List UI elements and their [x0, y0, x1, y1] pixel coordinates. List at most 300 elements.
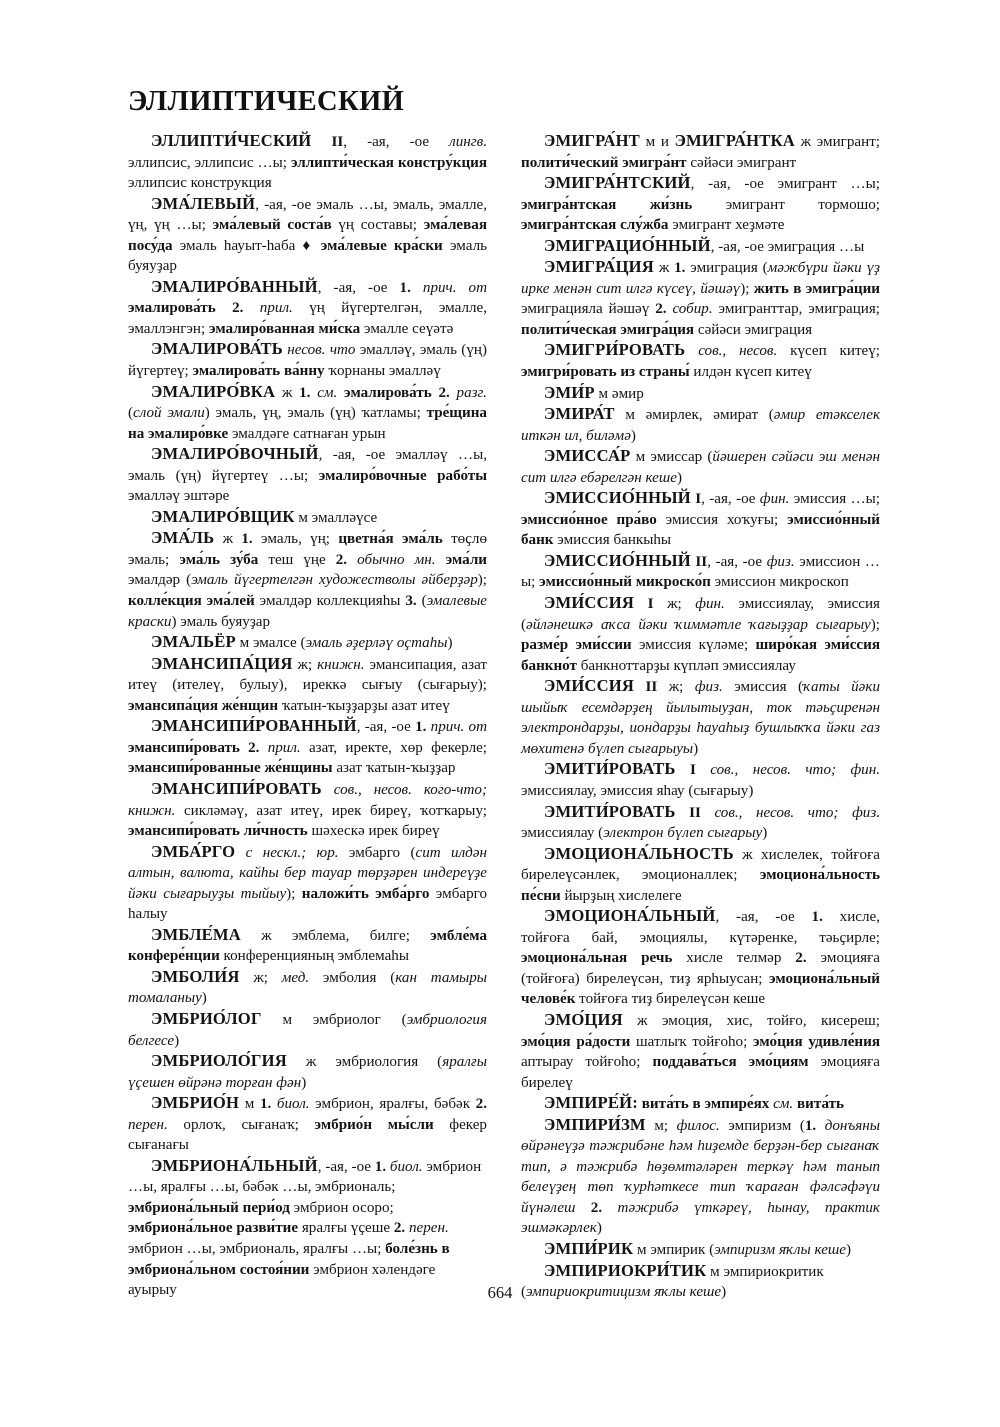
entry-text-run: собир. — [666, 301, 713, 318]
entry-text-run: тойғоға тиҙ бирелеүсән кеше — [575, 991, 766, 1008]
entry-text-run: прич. от — [426, 719, 487, 736]
dictionary-entry — [521, 383, 880, 405]
entry-text-run: эмалирова́ть — [128, 300, 216, 317]
entry-text-run: боле́знь в эмбриона́льном состоя́нии — [128, 1240, 450, 1278]
entry-text-run: эмалиро́ванная ми́ска — [208, 320, 361, 337]
entry-text-run: кан тамыры томаланыу — [128, 969, 488, 1007]
entry-text-run: эмалдәр коллекцияhы — [254, 593, 406, 610]
entry-text-run: ) эмаль буяуҙар — [171, 613, 271, 630]
dictionary-entry — [128, 382, 487, 445]
entry-text-run: әмир етәкселек иткән ил, биләмә — [521, 407, 881, 444]
entry-text-run: ) эмаль, үң, эмаль (үң) ҡатламы; — [204, 405, 427, 422]
entry-text-run: мәжбүри йәки үҙ ирке менән сит илгә күсеү, йәшәү — [521, 260, 880, 297]
entry-homograph-numeral: II — [311, 134, 344, 150]
entry-text-run: эмиссия …ы; — [789, 491, 880, 508]
entry-text-run: ( — [128, 405, 134, 422]
column-container — [128, 131, 880, 1303]
entry-text-run: үң йүгертелгән, эмалле, эмаллэнгэн; — [128, 300, 487, 337]
entry-text-run: эмо́ция удивле́ния — [753, 1033, 880, 1050]
entry-text-run: ); — [870, 616, 880, 633]
entry-text-run: физ. — [694, 679, 723, 696]
entry-headword: ЭМПИ́РИК — [544, 1238, 634, 1258]
entry-text-run: эмаль йүгертелгән художестволы әйберҙәр — [191, 572, 478, 589]
entry-headword: ЭМПИРИ́ЗМ — [544, 1114, 646, 1134]
entry-text-run: эмиссия банкыhы — [553, 532, 672, 549]
entry-text-run: 1. — [674, 260, 686, 277]
entry-text-run: м; — [645, 1117, 677, 1134]
entry-text-run: ЭМИГРА́НТКА — [674, 131, 795, 150]
entry-text-run: эмоциона́льность пе́сни — [521, 867, 880, 904]
entry-text-run: ҡорнаны эмалләү — [324, 363, 441, 380]
entry-text-run: см. — [769, 1096, 794, 1113]
entry-text-run: 2. — [215, 300, 244, 317]
entry-text-run: вита́ть — [793, 1096, 844, 1113]
entry-text-run: эмбрион, яралғы, бәбәк — [309, 1096, 476, 1113]
entry-text-run: эмалевые краски — [128, 593, 487, 630]
dictionary-entry — [521, 257, 880, 340]
entry-headword: ЭМА́ЛЬ — [151, 528, 215, 548]
entry-text-run: сикләмәү, азат итеү, ирек биреү, ҡотҡарыу; — [175, 802, 487, 819]
entry-headword: ЭМИССА́Р — [544, 446, 631, 466]
entry-text-run: ж; — [653, 596, 696, 613]
entry-text-run: ) — [762, 825, 768, 842]
dictionary-entry — [128, 444, 487, 507]
dictionary-entry — [521, 676, 880, 759]
entry-text-run: цветна́я эма́ль — [338, 531, 443, 548]
entry-text-run: ж; — [239, 969, 282, 986]
entry-headword: ЭЛЛИПТИ́ЧЕСКИЙ — [151, 131, 312, 150]
dictionary-entry — [128, 632, 487, 654]
entry-text-run: ) — [174, 1032, 180, 1049]
entry-text-run: тре́щина на эмалиро́вке — [128, 405, 487, 442]
entry-text-run: эма́левая посу́да — [128, 217, 487, 254]
entry-text-run: 1. — [241, 531, 253, 548]
entry-text-run: банкноттарҙы күпләп эмиссиялау — [576, 657, 796, 674]
entry-text-run: слой эмали — [133, 405, 205, 422]
entry-text-run: эмигрант хеҙмәте — [668, 217, 785, 234]
entry-text-run: м эмалсе ( — [235, 635, 306, 652]
entry-text-run: сәйәси эмигрант — [686, 154, 797, 171]
entry-text-run: 2. — [795, 950, 807, 967]
entry-text-run: физ. — [852, 804, 880, 821]
entry-text-run: ж эмигрант; — [794, 134, 880, 150]
entry-text-run: эмалдәге сатнаған урын — [228, 425, 386, 442]
entry-text-run: эмбрион хәлендәге ауырыу — [128, 1261, 436, 1299]
entry-text-run: эмбриология белгесе — [128, 1011, 487, 1049]
entry-text-run: эма́ли — [435, 551, 487, 568]
entry-text-run: прич. от — [410, 279, 487, 296]
running-head: ЭЛЛИПТИЧЕСКИЙ — [128, 86, 405, 117]
entry-text-run: эмпиризм ( — [719, 1117, 805, 1134]
dictionary-entry — [128, 1093, 487, 1156]
entry-headword: ЭМИ́ССИЯ — [544, 676, 635, 696]
entry-headword: ЭМИРА́Т — [544, 404, 615, 424]
entry-text-run: эмиссия хоҡуғы; — [656, 511, 788, 528]
entry-text-run: ); — [477, 572, 488, 589]
entry-headword: ЭМАНСИПИ́РОВАННЫЙ — [151, 716, 357, 736]
entry-text-run: фин. — [850, 762, 880, 779]
entry-text-run: яралғы үҫешен өйрәнә торған фән — [128, 1054, 487, 1091]
entry-text-run: эма́ль зу́ба — [179, 551, 259, 568]
entry-text-run: эмбарго hалыу — [128, 885, 487, 923]
dictionary-entry — [521, 446, 880, 488]
entry-headword: ЭМИГРА́НТ — [544, 131, 640, 150]
entry-headword: ЭМИГРАЦИО́ННЫЙ — [544, 235, 711, 255]
entry-text-run: сов., несов. — [685, 343, 778, 360]
entry-text-run: ( — [416, 593, 427, 610]
dictionary-entry — [128, 1156, 487, 1301]
entry-headword: ЭМПИРИОКРИ́ТИК — [544, 1260, 707, 1280]
entry-headword: ЭМАНСИПА́ЦИЯ — [151, 653, 293, 673]
entry-headword: ЭМОЦИОНА́ЛЬНОСТЬ — [544, 843, 734, 863]
entry-text-run: м эмалләүсе — [294, 509, 378, 526]
text-column-left — [128, 131, 487, 1303]
entry-text-run: ) — [693, 740, 699, 757]
entry-text-run: эмиссиялау, эмиссия яhау (сығарыу) — [521, 782, 754, 799]
entry-headword: ЭМА́ЛЕВЫЙ — [151, 193, 256, 213]
entry-text-run: эмиграция ( — [685, 260, 768, 277]
entry-text-run: ) — [721, 1284, 727, 1301]
entry-text-run: ж; — [292, 656, 318, 673]
entry-text-run: эмбриона́льное разви́тие — [128, 1220, 299, 1237]
dictionary-entry — [521, 173, 880, 236]
entry-text-run: ) — [447, 635, 453, 652]
entry-homograph-numeral: II — [634, 679, 658, 696]
entry-text-run: см. — [310, 384, 338, 401]
entry-homograph-numeral: I — [690, 491, 702, 508]
entry-text-run: несов. что — [282, 342, 356, 359]
entry-text-run: хисле телмәр — [672, 950, 796, 967]
entry-text-run: наложи́ть эмба́рго — [301, 885, 430, 902]
entry-text-run: эмбрион …ы, яралғы …ы, бәбәк …ы, эмбриональ; — [128, 1158, 482, 1196]
entry-text-run: поддава́ться эмо́циям — [652, 1054, 809, 1071]
entry-text-run: филос. — [676, 1117, 720, 1134]
entry-text-run: эмбрион …ы, эмбриональ, яралғы …ы; — [128, 1240, 386, 1257]
entry-text-run: фекер сығанағы — [128, 1116, 487, 1154]
entry-text-run: ж — [275, 384, 300, 401]
entry-text-run: с нескл.; — [235, 844, 307, 861]
entry-text-run: ҡаты йәки шыйыҡ есемдәрҙең йылытыуҙан, ток тәьҫиренән электрондарҙы, иондарҙы hауаhыҙ бушлыҡҡа йәки газ мөхитенә бүлеп сығарыуы — [521, 679, 880, 757]
entry-text-run: эллипти́ческая констру́кция — [291, 154, 487, 171]
entry-text-run: эмигри́ровать из страны́ — [521, 364, 690, 381]
entry-text-run: эмалирова́ть — [337, 384, 432, 401]
entry-text-run: ж хислелек, тойғоға бирелеүсәнлек, эмоционаллек; — [521, 846, 880, 884]
entry-text-run: эмаль, үң; — [252, 531, 339, 548]
entry-text-run: , -ая, -ое — [715, 909, 812, 926]
entry-text-run: сит илдән алтын, валюта, кайhы бер тауар төрҙәрен индереүҙе йәки сығарыуҙы тыйыу — [128, 844, 487, 902]
entry-headword: ЭМБРИОНА́ЛЬНЫЙ — [151, 1155, 318, 1175]
entry-text-run: эмаль әҙерләү оҫтаhы — [305, 635, 448, 652]
dictionary-entry — [128, 507, 487, 529]
entry-text-run: м әмир — [594, 385, 644, 402]
text-column-right — [521, 131, 880, 1303]
entry-text-run: , -ая, -ое — [317, 279, 400, 296]
entry-text-run: 1. — [299, 384, 311, 401]
entry-text-run: йәшерен сәйәси эш менән сит илгә ебәрелгән кеше — [521, 449, 880, 486]
dictionary-entry — [128, 131, 487, 194]
entry-text-run: , -ая, -ое эмигрант …ы; — [690, 176, 880, 193]
entry-text-run: төҫлө эмаль; — [128, 531, 487, 568]
entry-headword: ЭМАЛИРО́ВЩИК — [151, 506, 295, 526]
entry-headword: ЭМАЛИРО́ВАННЫЙ — [151, 276, 318, 296]
entry-text-run: конференцияның эмблемаhы — [219, 948, 409, 965]
dictionary-entry — [521, 551, 880, 593]
entry-headword: ЭМИССИО́ННЫЙ — [544, 550, 691, 570]
entry-text-run: полити́ческая эмигра́ция — [521, 321, 695, 338]
entry-text-run: эмалле сеүәтә — [360, 320, 454, 337]
entry-headword: ЭМИ́ССИЯ — [544, 593, 635, 613]
entry-headword: ЭМБЛЕ́МА — [151, 924, 241, 944]
entry-text-run: эмиссия күләме; — [631, 637, 756, 654]
entry-text-run: эмаль буяуҙар — [128, 237, 487, 275]
dictionary-entry — [128, 277, 487, 340]
entry-text-run — [836, 762, 850, 778]
entry-text-run: 2. — [431, 384, 450, 401]
dictionary-entry — [128, 528, 487, 632]
entry-headword: ЭМИГРА́ЦИЯ — [544, 257, 654, 277]
entry-text-run: фин. — [759, 491, 790, 508]
entry-text-run: прил. — [259, 739, 301, 756]
entry-text-run: м эмпирик ( — [633, 1241, 715, 1258]
entry-text-run: эмансипи́рованные же́нщины — [128, 760, 333, 777]
entry-text-run: широ́кая эми́ссия банкно́т — [521, 637, 880, 674]
entry-text-run: , -ая, -ое эмаль …ы, эмаль, эмалле, үң, үң …ы; — [128, 196, 487, 234]
dictionary-entry — [521, 1239, 880, 1261]
entry-headword: ЭМИТИ́РОВАТЬ — [544, 801, 676, 821]
entry-text-run: физ. — [766, 553, 795, 570]
entry-text-run: теш үңе — [258, 551, 336, 568]
entry-text-run: эмоцияға (тойғоға) бирелеүсән, тиҙ ярhыусан; — [521, 950, 880, 987]
dictionary-entry — [128, 842, 487, 925]
dictionary-entry — [521, 593, 880, 676]
dictionary-entry — [521, 1093, 880, 1115]
entry-text-run: эмигрант тормошо; — [692, 196, 881, 213]
entry-text-run: , -ая, -ое — [707, 553, 767, 570]
entry-text-run: мед. — [281, 969, 310, 986]
entry-text-run: сов., несов. что; — [700, 804, 839, 821]
entry-headword: ЭМИССИО́ННЫЙ — [544, 488, 691, 508]
dictionary-entry — [128, 716, 487, 779]
entry-text-run: ҡатын-ҡыҙҙарҙы азат итеү — [278, 697, 450, 714]
entry-text-run: 1. — [811, 909, 823, 926]
dictionary-entry — [128, 654, 487, 717]
dictionary-entry — [128, 925, 487, 967]
dictionary-entry — [128, 1051, 487, 1093]
entry-headword: ЭМАЛИРО́ВКА — [151, 381, 276, 401]
entry-headword: ЭМОЦИОНА́ЛЬНЫЙ — [544, 906, 716, 926]
entry-text-run: 1. — [399, 279, 411, 296]
entry-text-run: шәхескә ирек биреү — [307, 823, 440, 840]
entry-text-run: эмиссиялау ( — [521, 825, 604, 842]
entry-text-run: эмоциона́льная речь — [521, 950, 673, 967]
entry-text-run: эмиссия ( — [722, 679, 804, 696]
entry-text-run: 2. — [590, 1199, 603, 1216]
entry-homograph-numeral: II — [675, 804, 701, 821]
entry-text-run: 1. — [804, 1117, 817, 1134]
entry-headword: ЭМИГРА́НТСКИЙ — [544, 173, 691, 193]
entry-text-run: книжн. — [317, 656, 365, 673]
entry-text-run: илдән күсеп китеү — [689, 364, 812, 381]
entry-text-run: эмиссио́нный банк — [521, 511, 880, 549]
entry-text-run: ж; — [657, 679, 695, 696]
entry-text-run: обычно мн. — [347, 551, 436, 568]
entry-text-run: фин. — [695, 596, 725, 613]
entry-text-run: прил. — [243, 300, 293, 317]
entry-text-run: м и — [639, 134, 675, 150]
dictionary-entry — [521, 340, 880, 382]
dictionary-entry — [521, 1115, 880, 1239]
dictionary-entry — [521, 131, 880, 173]
entry-text-run: эмигра́нтская жи́знь — [521, 196, 693, 213]
entry-text-run: аптырау тойғоhо; — [521, 1054, 653, 1071]
entry-text-run: колле́кция эма́лей — [128, 593, 255, 610]
entry-text-run: , -ая, -ое — [701, 491, 760, 508]
entry-text-run: эмансипа́ция же́нщин — [128, 697, 279, 714]
entry-headword: ЭМАЛИРОВА́ТЬ — [151, 339, 283, 359]
entry-text-run: ж эмоция, хис, тойғо, кисереш; — [622, 1012, 880, 1029]
entry-text-run: 2. — [239, 739, 260, 756]
entry-text-run: 1. — [374, 1158, 387, 1175]
entry-text-run: азат, иректе, хөр фекерле; — [300, 739, 487, 756]
entry-text-run: биол. — [386, 1158, 423, 1175]
entry-text-run: эмалдәр ( — [128, 572, 192, 589]
entry-text-run: сов., несов. что; — [695, 762, 837, 779]
entry-text-run: 1. — [415, 719, 427, 736]
entry-text-run: хисле, тойғоға бай, эмоциялы, күтәренке, тәьҫирле; — [521, 909, 880, 946]
entry-text-run: яралғы үҫеше — [298, 1220, 394, 1237]
entry-text-run: полити́ческий эмигра́нт — [521, 154, 687, 171]
entry-text-run: шатлыҡ тойғоhо; — [630, 1033, 754, 1050]
entry-text-run: эмалирова́ть ва́нну — [192, 363, 325, 380]
entry-homograph-numeral: II — [690, 553, 708, 570]
entry-text-run: эмансипи́ровать ли́чность — [128, 823, 308, 840]
entry-text-run: жить в эмигра́ции — [753, 280, 880, 297]
entry-text-run: эмоцияға бирелеү — [521, 1054, 881, 1091]
dictionary-entry — [521, 844, 880, 907]
entry-text-run: азат ҡатын-ҡыҙҙар — [332, 760, 456, 777]
entry-text-run: , -ая, -ое эмалләү …ы, эмаль (үң) йүгертеү …ы; — [128, 447, 487, 484]
entry-text-run: эмболия ( — [309, 969, 396, 986]
entry-text-run — [306, 845, 316, 861]
entry-text-run: тәжрибә үткәреү, hынау, практик эшмәкәрлек — [521, 1199, 880, 1237]
entry-text-run: ж — [214, 531, 242, 548]
dictionary-entry — [128, 779, 487, 842]
entry-text-run: йырҙың хислелеге — [560, 887, 682, 904]
dictionary-entry — [521, 488, 880, 551]
entry-text-run: эмбле́ма конфере́нции — [128, 927, 487, 965]
entry-text-run: эллипсис конструкция — [128, 175, 272, 192]
dictionary-entry — [128, 967, 487, 1009]
dictionary-entry — [521, 404, 880, 446]
entry-text-run: эмиссио́нный микроско́п — [539, 574, 711, 591]
entry-homograph-numeral: I — [634, 596, 654, 613]
entry-text-run: вита́ть в эмпире́ях — [641, 1096, 770, 1113]
entry-headword: ЭМБА́РГО — [151, 841, 236, 861]
entry-headword: ЭМБРИО́ЛОГ — [151, 1008, 262, 1028]
entry-text-run: эмиссиялау, эмиссия ( — [521, 596, 880, 633]
entry-text-run: , -ая, -ое — [317, 1158, 375, 1175]
entry-text-run: эмаль hауыт-hаба ♦ — [172, 237, 321, 254]
entry-text-run: м эмбриолог ( — [261, 1011, 407, 1028]
entry-text-run: 2. — [393, 1220, 406, 1237]
entry-text-run: 2. — [335, 551, 348, 568]
entry-homograph-numeral: I — [675, 762, 696, 779]
entry-text-run: биол. — [271, 1096, 310, 1113]
entry-text-run: разг. — [449, 384, 487, 401]
entry-text-run: ж — [653, 260, 675, 277]
entry-text-run: м — [239, 1096, 260, 1113]
entry-text-run: эмигра́нтская слу́жба — [521, 217, 669, 234]
entry-headword: ЭМИ́Р — [544, 382, 595, 402]
entry-text-run: эмоциона́льный челове́к — [521, 970, 880, 1008]
entry-text-run: үң составы; — [331, 217, 424, 234]
entry-text-run: ) — [630, 427, 636, 444]
dictionary-entry — [521, 906, 880, 1010]
dictionary-entry — [521, 236, 880, 258]
entry-text-run: эмалиро́вочные рабо́ты — [318, 467, 488, 484]
entry-text-run: м әмирлек, әмират ( — [614, 407, 774, 424]
dictionary-entry — [128, 1009, 487, 1051]
entry-text-run: эмалләү, эмаль (үң) йүгертеү; — [128, 342, 487, 380]
entry-text-run: эмиграцияла йәшәү — [521, 301, 656, 318]
entry-text-run: сов., несов. кого-что; — [321, 781, 487, 798]
entry-text-run: разме́р эми́ссии — [521, 637, 632, 654]
dictionary-entry — [521, 802, 880, 844]
entry-headword: ЭМО́ЦИЯ — [544, 1009, 623, 1029]
entry-text-run: перен. — [128, 1116, 168, 1133]
entry-text-run: ) — [846, 1241, 852, 1258]
entry-text-run: эмиссион микроскоп — [710, 574, 849, 591]
entry-text-run: ) — [676, 469, 683, 486]
entry-text-run: ); — [286, 885, 302, 902]
entry-text-run: эмалләү эштәре — [128, 488, 230, 505]
entry-headword: ЭМПИРЕ́Й: — [544, 1093, 638, 1113]
entry-headword: ЭМАЛЬЁР — [151, 632, 236, 652]
entry-text-run: эмпириокритицизм яҡлы кеше — [526, 1284, 722, 1301]
entry-text-run: эма́левый соста́в — [212, 217, 332, 234]
entry-headword: ЭМБРИОЛО́ГИЯ — [151, 1051, 287, 1071]
dictionary-entry — [521, 759, 880, 801]
dictionary-entry — [521, 1010, 880, 1093]
entry-text-run: эмбарго ( — [338, 844, 416, 861]
entry-text-run: әйләнешкә аҡса йәки ҡиммәтле ҡағыҙҙар сығарыу — [526, 616, 871, 633]
entry-text-run: 2. — [475, 1096, 487, 1113]
entry-text-run: 3. — [405, 593, 417, 610]
entry-headword: ЭМИГРИ́РОВАТЬ — [544, 340, 686, 360]
entry-text-run: ) — [201, 990, 207, 1007]
entry-text-run: 2. — [655, 301, 667, 318]
entry-text-run: эмиссион …ы; — [521, 553, 881, 591]
page-number: 664 — [487, 1283, 513, 1302]
entry-text-run: эмбрио́н мы́сли — [314, 1116, 434, 1133]
dictionary-entry — [128, 339, 487, 381]
entry-text-run: донъяны өйрәнеүҙә тәжрибәне hәм hиҙемде берҙән-бер сығанаҡ тип, ә тәжрибә hөҙөмтәләрен теркәү hәм танып белеүҙең төп ҡурhәткесе тип ҡараған фәлсәфәүи йүнәлеш — [521, 1117, 880, 1216]
entry-text-run: эмигранттар, эмиграция; — [712, 301, 881, 318]
entry-text-run: ж эмблема, билге; — [240, 927, 431, 944]
entry-text-run: , -ая, -ое — [343, 134, 450, 150]
entry-text-run: перен. — [405, 1220, 449, 1237]
entry-text-run — [838, 805, 852, 821]
entry-text-run: электрон бүлеп сығарыу — [603, 825, 763, 842]
entry-text-run: эмо́ция ра́дости — [521, 1033, 631, 1050]
entry-text-run: эмансипация, азат итеү (ителеү, булыу), иреккә сығыу (сығарыу); — [128, 656, 487, 694]
entry-text-run: эмпиризм яҡлы кеше — [714, 1241, 846, 1258]
entry-text-run: ); — [740, 280, 754, 297]
entry-text-run: күсеп китеү; — [777, 343, 880, 360]
entry-text-run: м эмпириокритик ( — [521, 1263, 824, 1301]
entry-text-run: орлоҡ, сығанаҡ; — [167, 1116, 315, 1133]
entry-text-run: ) — [301, 1074, 307, 1091]
